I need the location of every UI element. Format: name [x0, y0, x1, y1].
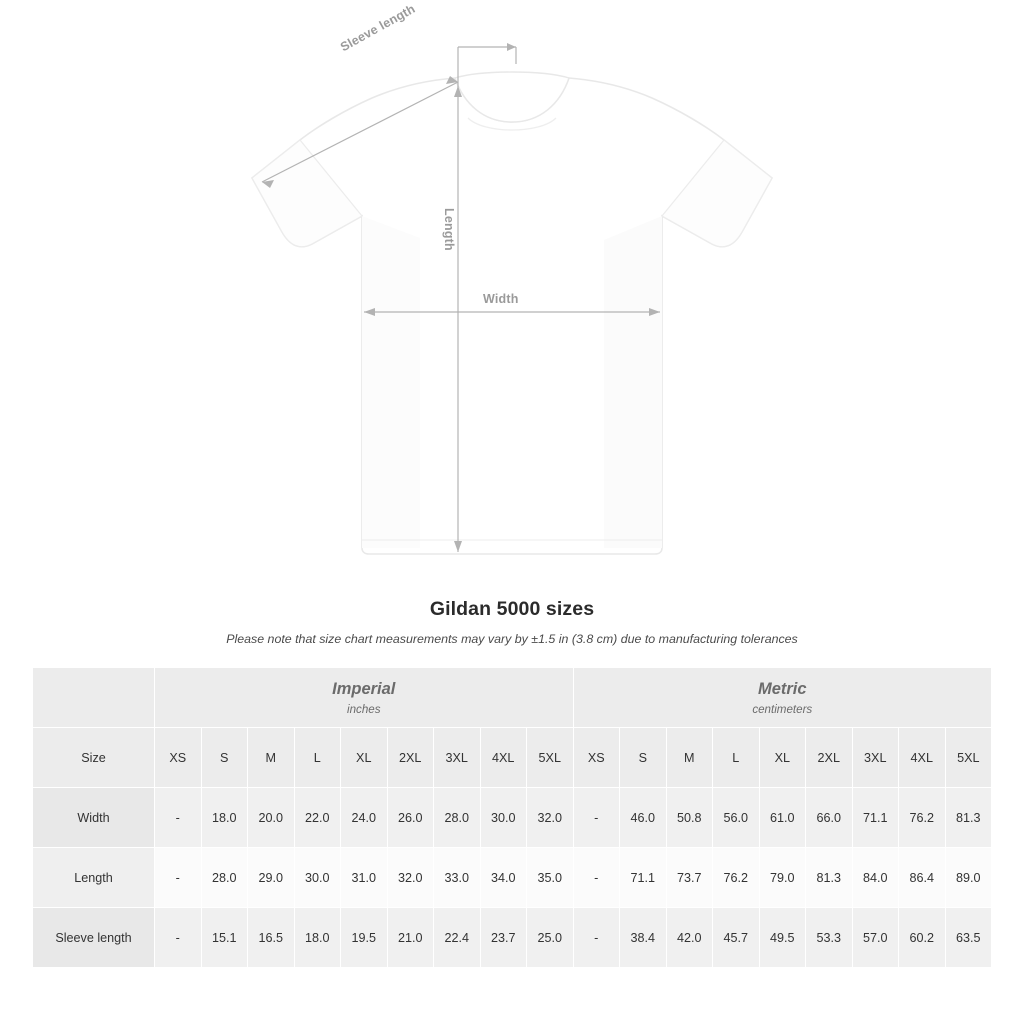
length-label: Length [442, 208, 456, 251]
header-imperial-s: S [201, 728, 248, 788]
cell-imperial-width-4xl: 30.0 [480, 788, 527, 848]
sleeve-length-label: Sleeve length [338, 1, 418, 55]
cell-metric-length-2xl: 81.3 [806, 848, 853, 908]
tolerance-note: Please note that size chart measurements may vary by ±1.5 in (3.8 cm) due to manufacturing tolerances [226, 632, 798, 646]
cell-imperial-sleeve-5xl: 25.0 [527, 908, 574, 968]
cell-imperial-width-xs: - [155, 788, 202, 848]
cell-metric-sleeve-3xl: 57.0 [852, 908, 899, 968]
size-chart-table [32, 667, 992, 968]
cell-metric-width-xl: 61.0 [759, 788, 806, 848]
cell-metric-sleeve-2xl: 53.3 [806, 908, 853, 968]
cell-imperial-length-2xl: 32.0 [387, 848, 434, 908]
cell-imperial-width-xl: 24.0 [341, 788, 388, 848]
cell-imperial-sleeve-2xl: 21.0 [387, 908, 434, 968]
cell-metric-width-s: 46.0 [620, 788, 667, 848]
header-imperial-2xl: 2XL [387, 728, 434, 788]
cell-imperial-length-l: 30.0 [294, 848, 341, 908]
header-imperial-l: L [294, 728, 341, 788]
cell-imperial-width-l: 22.0 [294, 788, 341, 848]
header-metric-xl: XL [759, 728, 806, 788]
header-imperial-xl: XL [341, 728, 388, 788]
unit-header-metric [573, 668, 992, 728]
cell-imperial-length-xs: - [155, 848, 202, 908]
cell-metric-length-3xl: 84.0 [852, 848, 899, 908]
cell-imperial-width-5xl: 32.0 [527, 788, 574, 848]
header-metric-l: L [713, 728, 760, 788]
cell-metric-length-4xl: 86.4 [899, 848, 946, 908]
cell-metric-length-s: 71.1 [620, 848, 667, 908]
cell-imperial-sleeve-xl: 19.5 [341, 908, 388, 968]
cell-imperial-length-s: 28.0 [201, 848, 248, 908]
cell-metric-sleeve-xl: 49.5 [759, 908, 806, 968]
row-label-length: Length [33, 848, 155, 908]
cell-imperial-length-xl: 31.0 [341, 848, 388, 908]
header-metric-s: S [620, 728, 667, 788]
cell-imperial-length-4xl: 34.0 [480, 848, 527, 908]
cell-metric-length-m: 73.7 [666, 848, 713, 908]
header-imperial-3xl: 3XL [434, 728, 481, 788]
cell-metric-sleeve-l: 45.7 [713, 908, 760, 968]
unit-header-imperial [155, 668, 574, 728]
cell-metric-sleeve-s: 38.4 [620, 908, 667, 968]
cell-imperial-sleeve-3xl: 22.4 [434, 908, 481, 968]
table-corner-cell [33, 668, 155, 728]
table-row-length [33, 848, 992, 908]
cell-imperial-sleeve-m: 16.5 [248, 908, 295, 968]
cell-imperial-sleeve-s: 15.1 [201, 908, 248, 968]
cell-metric-sleeve-4xl: 60.2 [899, 908, 946, 968]
cell-imperial-sleeve-l: 18.0 [294, 908, 341, 968]
header-metric-3xl: 3XL [852, 728, 899, 788]
size-chart-table-wrap [32, 667, 992, 968]
header-size: Size [33, 728, 155, 788]
unit-title-metric: Metric [757, 680, 807, 699]
table-row-sleeve-length [33, 908, 992, 968]
table-unit-header-row [33, 668, 992, 728]
cell-metric-width-3xl: 71.1 [852, 788, 899, 848]
cell-imperial-length-m: 29.0 [248, 848, 295, 908]
cell-imperial-sleeve-4xl: 23.7 [480, 908, 527, 968]
row-label-sleeve-length: Sleeve length [33, 908, 155, 968]
page-title: Gildan 5000 sizes [429, 598, 595, 620]
tshirt-shape [252, 72, 772, 554]
row-label-width: Width [33, 788, 155, 848]
header-metric-5xl: 5XL [945, 728, 992, 788]
unit-title-imperial: Imperial [332, 680, 396, 699]
cell-metric-length-xs: - [573, 848, 620, 908]
unit-sub-imperial: inches [347, 702, 381, 716]
cell-metric-width-4xl: 76.2 [899, 788, 946, 848]
header-imperial-5xl: 5XL [527, 728, 574, 788]
header-metric-xs: XS [573, 728, 620, 788]
header-imperial-4xl: 4XL [480, 728, 527, 788]
title-block [0, 598, 1024, 646]
cell-imperial-width-3xl: 28.0 [434, 788, 481, 848]
header-imperial-m: M [248, 728, 295, 788]
header-metric-4xl: 4XL [899, 728, 946, 788]
cell-metric-width-xs: - [573, 788, 620, 848]
cell-metric-length-5xl: 89.0 [945, 848, 992, 908]
cell-imperial-sleeve-xs: - [155, 908, 202, 968]
table-size-header-row [33, 728, 992, 788]
cell-metric-width-l: 56.0 [713, 788, 760, 848]
unit-sub-metric: centimeters [752, 702, 813, 716]
cell-metric-sleeve-5xl: 63.5 [945, 908, 992, 968]
header-metric-2xl: 2XL [806, 728, 853, 788]
header-metric-m: M [666, 728, 713, 788]
cell-imperial-width-s: 18.0 [201, 788, 248, 848]
table-row-width [33, 788, 992, 848]
cell-metric-width-2xl: 66.0 [806, 788, 853, 848]
width-label: Width [483, 292, 519, 306]
cell-imperial-width-m: 20.0 [248, 788, 295, 848]
cell-metric-sleeve-xs: - [573, 908, 620, 968]
cell-metric-width-5xl: 81.3 [945, 788, 992, 848]
cell-imperial-length-3xl: 33.0 [434, 848, 481, 908]
cell-metric-sleeve-m: 42.0 [666, 908, 713, 968]
cell-metric-width-m: 50.8 [666, 788, 713, 848]
header-imperial-xs: XS [155, 728, 202, 788]
cell-imperial-length-5xl: 35.0 [527, 848, 574, 908]
cell-metric-length-l: 76.2 [713, 848, 760, 908]
cell-imperial-width-2xl: 26.0 [387, 788, 434, 848]
cell-metric-length-xl: 79.0 [759, 848, 806, 908]
